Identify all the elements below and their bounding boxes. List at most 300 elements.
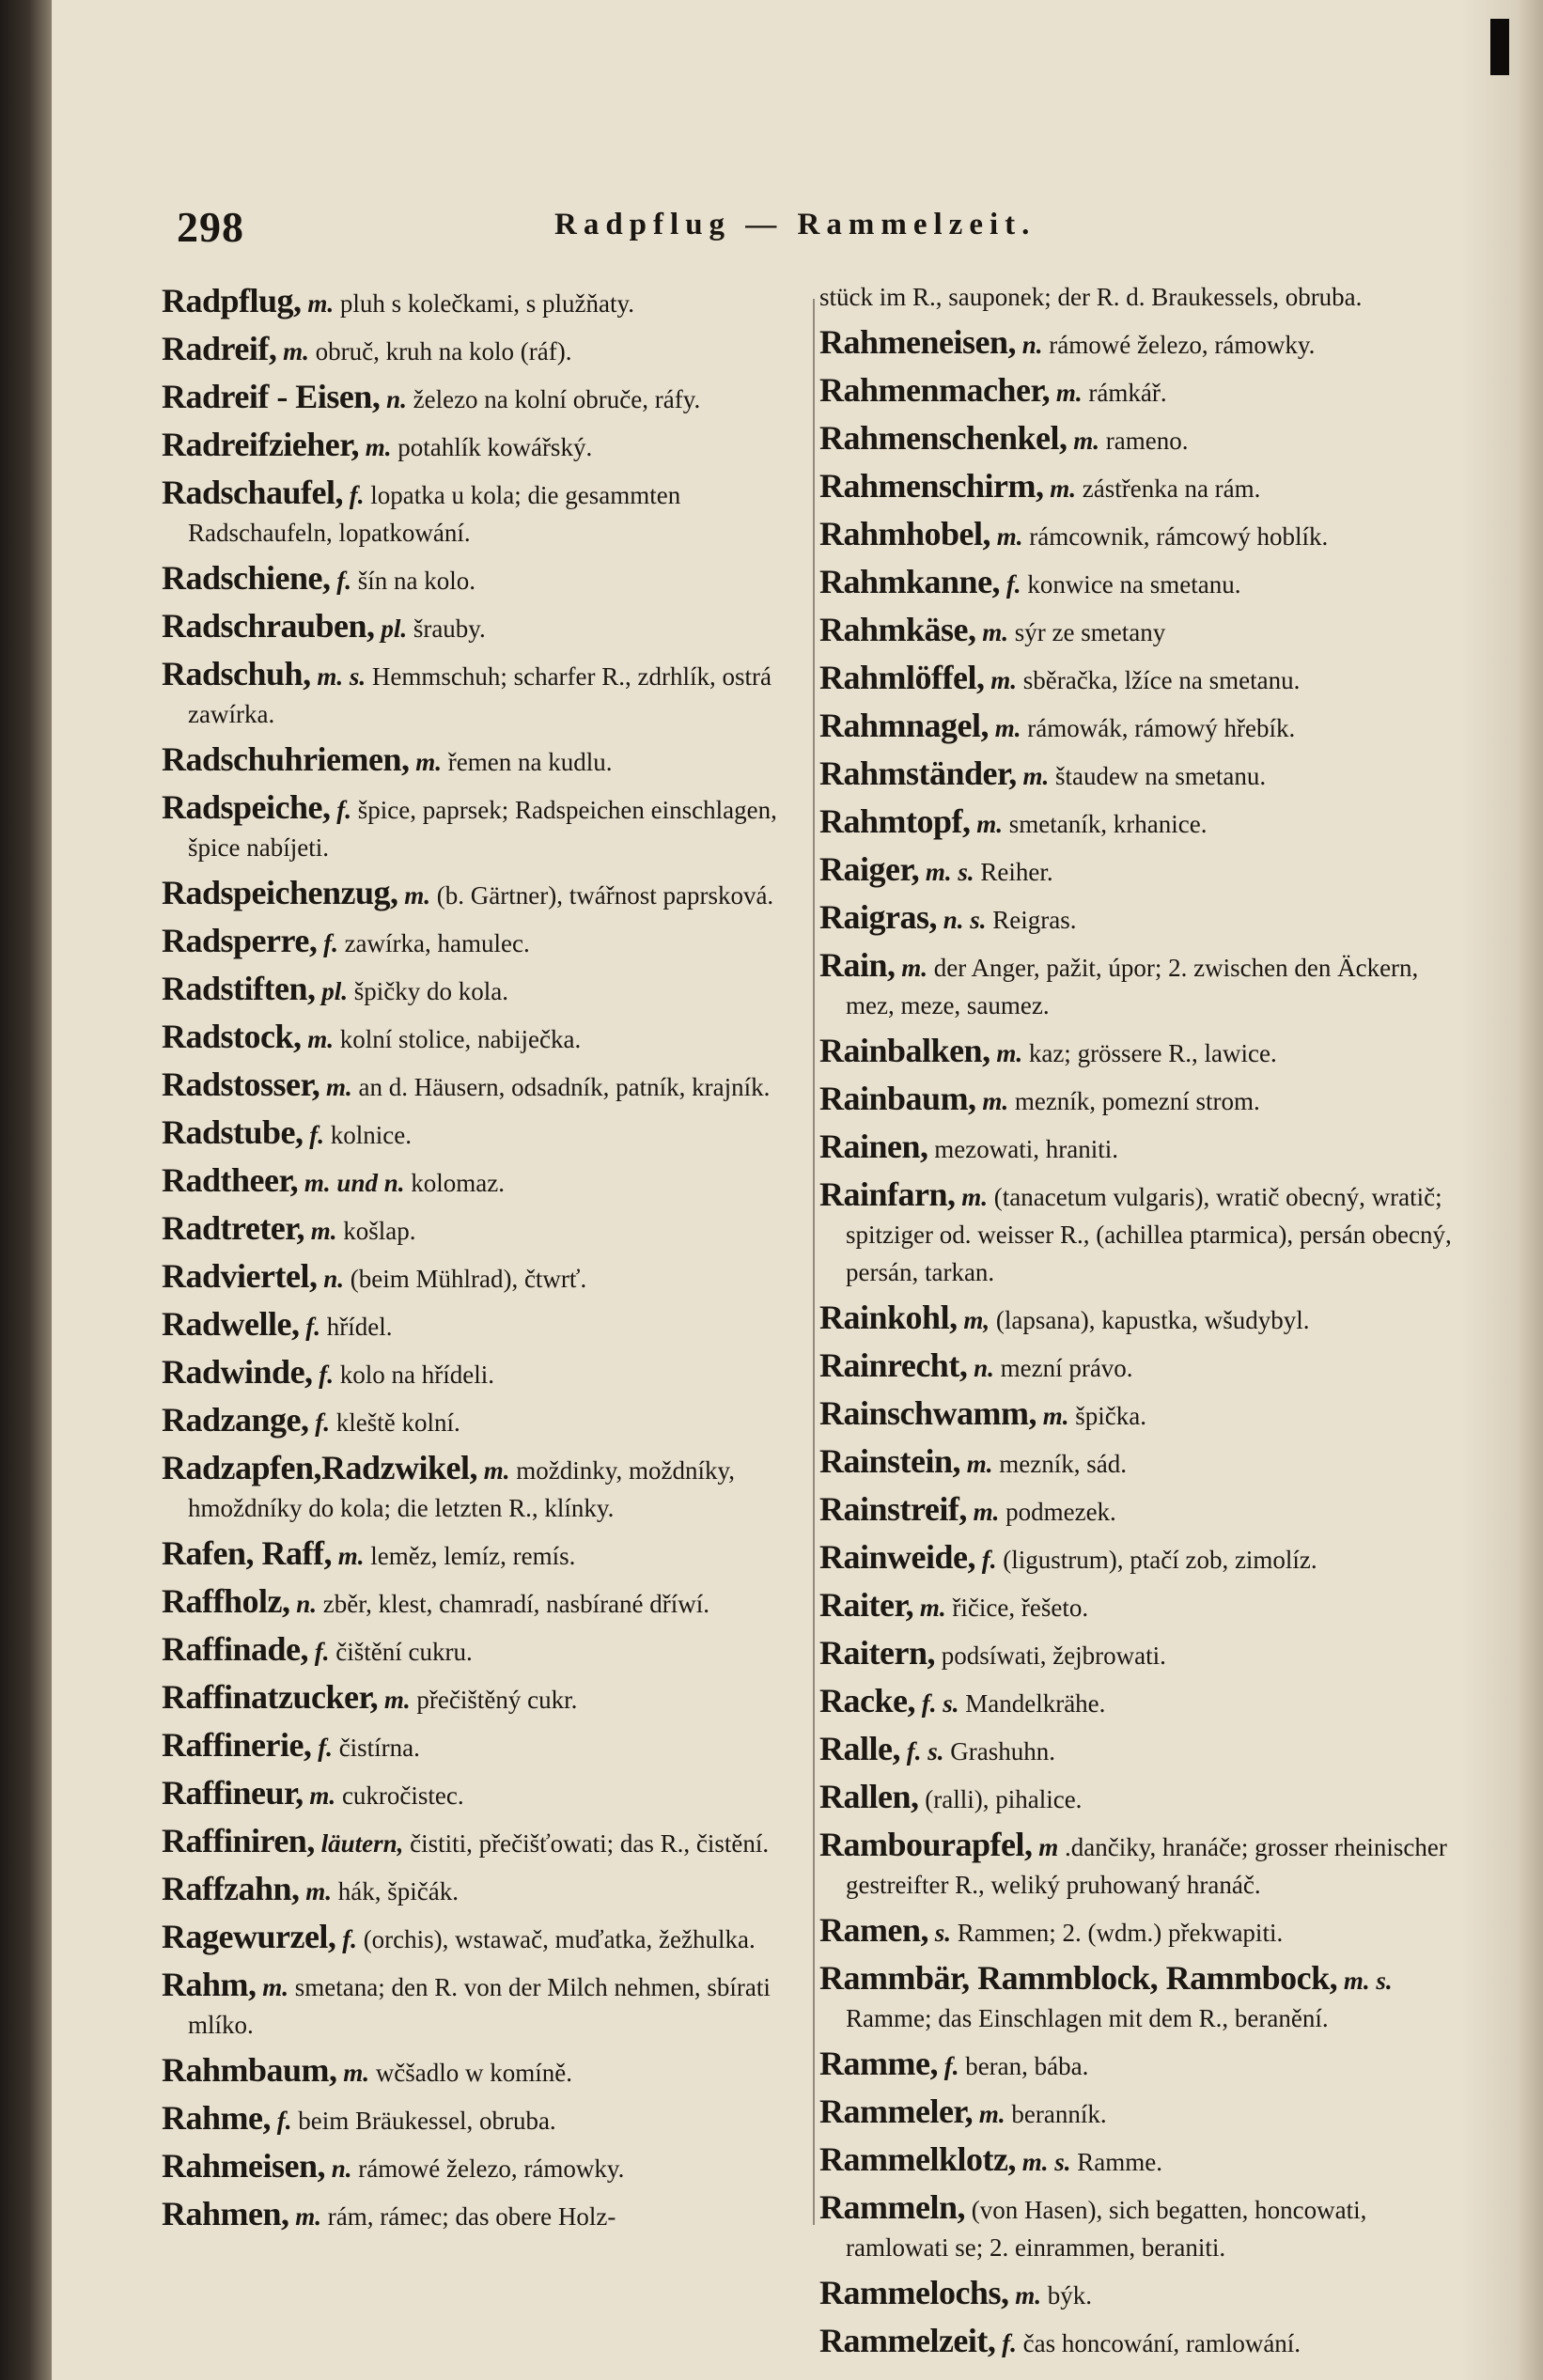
entry-headword: Raiter, bbox=[819, 1586, 914, 1624]
entry-headword: Radstock, bbox=[162, 1018, 302, 1055]
dictionary-entry bbox=[819, 1490, 1468, 1531]
dictionary-entry bbox=[819, 1538, 1468, 1579]
dictionary-entry bbox=[819, 278, 1468, 316]
dictionary-entry bbox=[819, 1175, 1468, 1291]
right-column bbox=[819, 278, 1468, 2370]
entry-definition: špičky do kola. bbox=[353, 977, 508, 1005]
entry-definition: řemen na kudlu. bbox=[447, 748, 613, 776]
dictionary-entry bbox=[819, 2045, 1468, 2085]
entry-definition: kolní stolice, nabiječka. bbox=[339, 1025, 582, 1053]
dictionary-entry bbox=[819, 802, 1468, 843]
entry-grammar: f. bbox=[314, 1638, 330, 1666]
entry-grammar: m. bbox=[966, 1450, 993, 1478]
dictionary-entry bbox=[162, 426, 810, 466]
entry-grammar: n. s. bbox=[943, 906, 987, 934]
entry-headword: Radzange, bbox=[162, 1401, 309, 1439]
dictionary-entry bbox=[162, 1066, 810, 1106]
entry-grammar: m. bbox=[982, 1087, 1009, 1115]
entry-grammar: m. bbox=[996, 1039, 1023, 1067]
entry-grammar: f. bbox=[1005, 570, 1021, 599]
entry-headword: Rahmkanne, bbox=[819, 563, 1001, 600]
entry-definition: sýr ze smetany bbox=[1014, 618, 1166, 646]
entry-headword: Radspeichenzug, bbox=[162, 874, 398, 911]
entry-definition: smetaník, krhanice. bbox=[1008, 810, 1208, 838]
entry-headword: Rammbär, Rammblock, Rammbock, bbox=[819, 1959, 1338, 1997]
entry-grammar: m. bbox=[415, 748, 443, 776]
dictionary-entry bbox=[819, 323, 1468, 364]
dictionary-entry bbox=[162, 1401, 810, 1441]
entry-definition: rámkář. bbox=[1088, 379, 1167, 407]
corner-mark bbox=[1490, 19, 1509, 75]
dictionary-entry bbox=[162, 2051, 810, 2092]
entry-grammar: f. bbox=[309, 1121, 325, 1149]
dictionary-entry bbox=[162, 607, 810, 647]
entry-definition: hák, špičák. bbox=[337, 1877, 459, 1906]
entry-headword: Rahmeneisen, bbox=[819, 323, 1016, 361]
dictionary-entry bbox=[162, 874, 810, 914]
entry-grammar: f. bbox=[323, 929, 338, 957]
entry-definition: rámowé železo, rámowky. bbox=[1049, 331, 1316, 359]
entry-definition: rámcownik, rámcowý hoblík. bbox=[1029, 522, 1329, 551]
running-head: Radpflug — Rammelzeit. bbox=[554, 208, 1036, 241]
dictionary-entry bbox=[819, 1778, 1468, 1818]
entry-headword: Raffinerie, bbox=[162, 1726, 312, 1764]
entry-definition: rámowé železo, rámowky. bbox=[358, 2154, 625, 2183]
entry-headword: Radviertel, bbox=[162, 1257, 318, 1295]
dictionary-entry bbox=[162, 1774, 810, 1814]
entry-grammar: m bbox=[1038, 1833, 1059, 1861]
entry-definition: Hemmschuh; scharfer R., zdrhlík, ostrá zawírka. bbox=[188, 662, 772, 728]
entry-definition: hřídel. bbox=[326, 1313, 393, 1341]
entry-grammar: läutern, bbox=[320, 1829, 404, 1858]
dictionary-entry bbox=[819, 2274, 1468, 2314]
entry-headword: Rambourapfel, bbox=[819, 1826, 1033, 1863]
entry-definition: beranník. bbox=[1011, 2100, 1107, 2128]
entry-headword: Rahmtopf, bbox=[819, 802, 971, 840]
entry-headword: Raffiniren, bbox=[162, 1822, 315, 1859]
entry-definition: Rammen; 2. (wdm.) překwapiti. bbox=[957, 1919, 1284, 1947]
entry-grammar: m. und n. bbox=[304, 1169, 405, 1197]
entry-definition: moždinky, moždníky, hmoždníky do kola; die letzten R., klínky. bbox=[188, 1456, 735, 1522]
entry-grammar: n. bbox=[331, 2154, 352, 2183]
entry-headword: Raffzahn, bbox=[162, 1870, 300, 1907]
entry-headword: Raiger, bbox=[819, 850, 920, 888]
entry-headword: Radschuh, bbox=[162, 655, 311, 692]
entry-definition: železo na kolní obruče, ráfy. bbox=[413, 385, 701, 413]
dictionary-entry bbox=[819, 611, 1468, 651]
entry-headword: Racke, bbox=[819, 1682, 915, 1719]
dictionary-entry bbox=[819, 419, 1468, 459]
dictionary-entry bbox=[819, 2188, 1468, 2266]
entry-headword: Rahmständer, bbox=[819, 754, 1017, 792]
dictionary-entry bbox=[162, 1353, 810, 1393]
entry-grammar: m. bbox=[996, 522, 1023, 551]
entry-headword: Radschuhriemen, bbox=[162, 740, 410, 778]
entry-definition: kleště kolní. bbox=[335, 1408, 460, 1437]
entry-grammar: f. bbox=[342, 1925, 357, 1953]
entry-definition: Reigras. bbox=[992, 906, 1077, 934]
entry-definition: řičice, řešeto. bbox=[952, 1594, 1089, 1622]
entry-definition: (tanacetum vulgaris), wratič obecný, wratič; spitziger od. weisser R., (achillea ptarmica), persán obecný, persán, tarkan. bbox=[846, 1183, 1452, 1286]
dictionary-entry bbox=[819, 2322, 1468, 2362]
entry-definition: obruč, kruh na kolo (ráf). bbox=[315, 337, 572, 366]
entry-definition: košlap. bbox=[343, 1217, 416, 1245]
entry-definition: podsíwati, žejbrowati. bbox=[941, 1641, 1166, 1670]
entry-grammar: m. bbox=[978, 2100, 1005, 2128]
entry-headword: Rainrecht, bbox=[819, 1346, 968, 1384]
entry-grammar: m. bbox=[982, 618, 1009, 646]
entry-headword: Radtreter, bbox=[162, 1209, 304, 1247]
entry-definition: rámowák, rámowý hřebík. bbox=[1027, 714, 1296, 742]
entry-headword: Radschrauben, bbox=[162, 607, 375, 645]
entry-definition: Mandelkrähe. bbox=[965, 1689, 1106, 1718]
entry-grammar: f. bbox=[319, 1361, 335, 1389]
entry-grammar: m. bbox=[901, 954, 928, 982]
dictionary-entry bbox=[819, 1299, 1468, 1339]
entry-grammar: f. bbox=[305, 1313, 320, 1341]
entry-headword: Raffinatzucker, bbox=[162, 1678, 379, 1716]
entry-definition: (beim Mühlrad), čtwrť. bbox=[350, 1265, 587, 1293]
entry-definition: kolnice. bbox=[330, 1121, 413, 1149]
entry-grammar: m. bbox=[310, 1217, 337, 1245]
entry-definition: mezník, sád. bbox=[999, 1450, 1128, 1478]
entry-definition: smetana; den R. von der Milch nehmen, sbírati mlíko. bbox=[188, 1973, 771, 2039]
entry-grammar: m. bbox=[483, 1456, 510, 1485]
entry-headword: Rammeln, bbox=[819, 2188, 965, 2226]
dictionary-entry bbox=[162, 740, 810, 781]
entry-definition: pluh s kolečkami, s plužňaty. bbox=[339, 289, 635, 318]
entry-definition: rameno. bbox=[1105, 427, 1189, 455]
entry-grammar: m. bbox=[976, 810, 1004, 838]
dictionary-entry bbox=[819, 707, 1468, 747]
entry-grammar: s. bbox=[934, 1919, 952, 1947]
dictionary-entry bbox=[819, 1634, 1468, 1674]
page-edge bbox=[1517, 0, 1543, 2380]
entry-definition: přečištěný cukr. bbox=[416, 1686, 578, 1714]
entry-definition: beran, bába. bbox=[965, 2052, 1089, 2080]
dictionary-entry bbox=[162, 2147, 810, 2187]
entry-definition: čistiti, přečišťowati; das R., čistění. bbox=[410, 1829, 770, 1858]
entry-definition: (von Hasen), sich begatten, honcowati, ramlowati se; 2. einrammen, beraniti. bbox=[846, 2196, 1367, 2262]
entry-grammar: m. bbox=[295, 2202, 322, 2231]
entry-definition: (ligustrum), ptačí zob, zimolíz. bbox=[1003, 1546, 1317, 1574]
column-divider bbox=[813, 299, 815, 2225]
entry-grammar: m. s. bbox=[925, 858, 974, 886]
entry-headword: Rafen, Raff, bbox=[162, 1534, 332, 1572]
entry-definition: Ramme. bbox=[1077, 2148, 1162, 2176]
dictionary-entry bbox=[162, 1582, 810, 1623]
entry-headword: Radwelle, bbox=[162, 1305, 300, 1343]
dictionary-entry bbox=[819, 1032, 1468, 1072]
entry-grammar: f. bbox=[349, 481, 365, 509]
dictionary-entry bbox=[162, 559, 810, 599]
entry-definition: mezní právo. bbox=[1000, 1354, 1133, 1382]
dictionary-entry bbox=[162, 1630, 810, 1671]
dictionary-entry bbox=[819, 2092, 1468, 2133]
entry-headword: Rainschwamm, bbox=[819, 1394, 1037, 1432]
entry-grammar: m. bbox=[961, 1183, 989, 1211]
dictionary-entry bbox=[162, 2195, 810, 2235]
entry-definition: mezník, pomezní strom. bbox=[1014, 1087, 1260, 1115]
entry-definition: potahlík kowářský. bbox=[397, 433, 593, 461]
entry-definition: býk. bbox=[1047, 2281, 1092, 2310]
entry-grammar: m. bbox=[1015, 2281, 1041, 2310]
entry-headword: Rainbalken, bbox=[819, 1032, 990, 1069]
dictionary-entry bbox=[162, 1161, 810, 1202]
entry-definition: mezowati, hraniti. bbox=[934, 1135, 1118, 1163]
entry-grammar: m. bbox=[365, 433, 392, 461]
entry-definition: rám, rámec; das obere Holz- bbox=[327, 2202, 616, 2231]
entry-grammar: n. bbox=[386, 385, 407, 413]
entry-definition: podmezek. bbox=[1005, 1498, 1116, 1526]
entry-headword: Radsperre, bbox=[162, 922, 318, 959]
entry-headword: Rammeler, bbox=[819, 2092, 974, 2130]
entry-definition: cukročistec. bbox=[341, 1781, 464, 1810]
entry-headword: Rahmkäse, bbox=[819, 611, 976, 648]
entry-headword: Rahmen, bbox=[162, 2195, 289, 2232]
entry-definition: (lapsana), kapustka, wšudybyl. bbox=[995, 1306, 1310, 1334]
dictionary-entry bbox=[162, 1678, 810, 1719]
page-edge-shadow bbox=[1460, 0, 1517, 2380]
dictionary-entry bbox=[819, 946, 1468, 1024]
entry-grammar: n. bbox=[1021, 331, 1043, 359]
entry-definition: (orchis), wstawač, muďatka, žežhulka. bbox=[363, 1925, 756, 1953]
dictionary-entry bbox=[162, 1449, 810, 1527]
entry-grammar: m. bbox=[307, 1025, 335, 1053]
entry-grammar: m. bbox=[1055, 379, 1083, 407]
dictionary-entry bbox=[162, 1113, 810, 1154]
entry-definition: špice, paprsek; Radspeichen einschlagen, špice nabíjeti. bbox=[188, 796, 777, 862]
entry-definition: špička. bbox=[1075, 1402, 1147, 1430]
entry-definition: an d. Häusern, odsadník, patník, krajník. bbox=[358, 1073, 771, 1101]
entry-headword: Raffinade, bbox=[162, 1630, 308, 1668]
entry-definition: lopatka u kola; die gesammten Radschaufeln, lopatkowání. bbox=[188, 481, 681, 547]
entry-definition: (ralli), pihalice. bbox=[925, 1785, 1083, 1813]
entry-headword: Raffholz, bbox=[162, 1582, 290, 1620]
entry-grammar: m. bbox=[305, 1877, 333, 1906]
dictionary-entry bbox=[819, 515, 1468, 555]
entry-headword: Radschiene, bbox=[162, 559, 331, 597]
entry-grammar: m. bbox=[1073, 427, 1100, 455]
dictionary-entry bbox=[819, 1128, 1468, 1168]
entry-grammar: m. bbox=[307, 289, 335, 318]
entry-headword: Rainstreif, bbox=[819, 1490, 967, 1528]
dictionary-entry bbox=[162, 282, 810, 322]
entry-definition: zástřenka na rám. bbox=[1082, 474, 1261, 503]
entry-headword: Rainen, bbox=[819, 1128, 928, 1165]
entry-definition: kolomaz. bbox=[411, 1169, 505, 1197]
entry-grammar: f. bbox=[315, 1408, 330, 1437]
entry-headword: Rallen, bbox=[819, 1778, 919, 1815]
entry-grammar: f. bbox=[336, 796, 352, 824]
entry-grammar: m, bbox=[963, 1306, 990, 1334]
entry-grammar: f. bbox=[336, 567, 352, 595]
entry-headword: Rahmeisen, bbox=[162, 2147, 325, 2185]
page-header bbox=[160, 193, 1457, 258]
entry-grammar: pl. bbox=[321, 977, 349, 1005]
entry-definition: .dančiky, hranáče; grosser rheinischer gestreifter R., weliký pruhowaný hranáč. bbox=[846, 1833, 1447, 1899]
dictionary-entry bbox=[819, 1586, 1468, 1626]
entry-definition: šín na kolo. bbox=[357, 567, 476, 595]
entry-definition: zawírka, hamulec. bbox=[344, 929, 530, 957]
entry-grammar: f. bbox=[981, 1546, 997, 1574]
entry-headword: Rahmenmacher, bbox=[819, 371, 1051, 409]
entry-grammar: pl. bbox=[381, 614, 408, 643]
entry-grammar: n. bbox=[323, 1265, 344, 1293]
entry-grammar: f. s. bbox=[921, 1689, 959, 1718]
entry-headword: Radtheer, bbox=[162, 1161, 299, 1199]
dictionary-entry bbox=[162, 2099, 810, 2139]
dictionary-entry bbox=[162, 1966, 810, 2044]
dictionary-entry bbox=[162, 1257, 810, 1298]
entry-headword: Radreif - Eisen, bbox=[162, 378, 381, 415]
entry-grammar: n. bbox=[974, 1354, 994, 1382]
entry-definition: čistírna. bbox=[338, 1734, 420, 1762]
entry-definition: sběračka, lžíce na smetanu. bbox=[1022, 666, 1301, 694]
dictionary-entry bbox=[162, 378, 810, 418]
entry-definition: zběr, klest, chamradí, nasbírané dříwí. bbox=[322, 1590, 710, 1618]
entry-headword: Rainkohl, bbox=[819, 1299, 958, 1336]
entry-grammar: m. bbox=[325, 1073, 352, 1101]
entry-headword: Ramme, bbox=[819, 2045, 938, 2082]
book-binding-shadow bbox=[0, 0, 52, 2380]
dictionary-entry bbox=[819, 1682, 1468, 1722]
dictionary-entry bbox=[819, 2140, 1468, 2181]
entry-definition: kaz; grössere R., lawice. bbox=[1028, 1039, 1277, 1067]
entry-definition: Grashuhn. bbox=[950, 1737, 1055, 1766]
entry-headword: Rahmlöffel, bbox=[819, 659, 985, 696]
entry-grammar: m. s. bbox=[317, 662, 366, 691]
entry-definition: leměz, lemíz, remís. bbox=[370, 1542, 576, 1570]
entry-grammar: m. bbox=[1042, 1402, 1069, 1430]
dictionary-entry bbox=[819, 563, 1468, 603]
entry-definition: Reiher. bbox=[980, 858, 1053, 886]
entry-grammar: m. bbox=[990, 666, 1017, 694]
entry-headword: Rahme, bbox=[162, 2099, 271, 2137]
entry-definition: čas honcowání, ramlowání. bbox=[1022, 2329, 1301, 2357]
dictionary-entry bbox=[819, 850, 1468, 891]
dictionary-entry bbox=[162, 1918, 810, 1958]
dictionary-entry bbox=[162, 1726, 810, 1766]
entry-grammar: m. bbox=[1022, 762, 1050, 790]
entry-headword: Raitern, bbox=[819, 1634, 935, 1672]
entry-headword: Ragewurzel, bbox=[162, 1918, 336, 1955]
dictionary-entry bbox=[162, 1870, 810, 1910]
entry-headword: Radstiften, bbox=[162, 970, 316, 1007]
entry-headword: Radschaufel, bbox=[162, 474, 344, 511]
entry-grammar: m. bbox=[994, 714, 1021, 742]
entry-grammar: m. bbox=[383, 1686, 411, 1714]
dictionary-entry bbox=[819, 1911, 1468, 1952]
dictionary-entry bbox=[819, 467, 1468, 507]
entry-headword: Rammelochs, bbox=[819, 2274, 1009, 2311]
entry-headword: Rahmbaum, bbox=[162, 2051, 337, 2089]
entry-definition: štaudew na smetanu. bbox=[1054, 762, 1267, 790]
entry-headword: Radstube, bbox=[162, 1113, 304, 1151]
entry-headword: Radwinde, bbox=[162, 1353, 313, 1391]
entry-definition: šrauby. bbox=[413, 614, 486, 643]
dictionary-entry bbox=[819, 754, 1468, 795]
entry-headword: Raffineur, bbox=[162, 1774, 304, 1812]
entry-headword: Radspeiche, bbox=[162, 788, 331, 826]
dictionary-entry bbox=[819, 371, 1468, 412]
entry-headword: Rainweide, bbox=[819, 1538, 975, 1576]
entry-definition: der Anger, pažit, úpor; 2. zwischen den Äckern, mez, meze, saumez. bbox=[846, 954, 1419, 1019]
entry-headword: Rainfarn, bbox=[819, 1175, 956, 1213]
dictionary-entry bbox=[819, 1394, 1468, 1435]
dictionary-entry bbox=[162, 788, 810, 866]
entry-grammar: m. s. bbox=[1343, 1967, 1393, 1995]
entry-grammar: f. bbox=[276, 2107, 292, 2135]
entry-definition: Ramme; das Einschlagen mit dem R., beranění. bbox=[846, 2004, 1329, 2032]
entry-grammar: m. bbox=[919, 1594, 946, 1622]
entry-definition: (b. Gärtner), twářnost paprsková. bbox=[436, 881, 774, 910]
dictionary-entry bbox=[819, 659, 1468, 699]
entry-grammar: m. bbox=[1050, 474, 1077, 503]
entry-definition: kolo na hřídeli. bbox=[339, 1361, 495, 1389]
dictionary-entry bbox=[162, 922, 810, 962]
entry-definition: konwice na smetanu. bbox=[1027, 570, 1241, 599]
entry-headword: Rahmhobel, bbox=[819, 515, 991, 552]
entry-headword: Ramen, bbox=[819, 1911, 928, 1949]
dictionary-entry bbox=[819, 1959, 1468, 2037]
entry-grammar: m. bbox=[343, 2059, 370, 2087]
entry-headword: Rammelzeit, bbox=[819, 2322, 996, 2359]
dictionary-entry bbox=[162, 1209, 810, 1250]
dictionary-entry bbox=[819, 1080, 1468, 1120]
entry-headword: Radreifzieher, bbox=[162, 426, 359, 463]
entry-headword: Rammelklotz, bbox=[819, 2140, 1016, 2178]
entry-headword: Radzapfen,Radzwikel, bbox=[162, 1449, 478, 1486]
entry-grammar: f. bbox=[1002, 2329, 1017, 2357]
entry-grammar: m. bbox=[404, 881, 431, 910]
entry-grammar: m. s. bbox=[1021, 2148, 1071, 2176]
left-column bbox=[162, 282, 810, 2243]
dictionary-entry bbox=[819, 1346, 1468, 1387]
entry-grammar: f. bbox=[943, 2052, 959, 2080]
dictionary-entry bbox=[819, 898, 1468, 939]
entry-definition: stück im R., sauponek; der R. d. Braukessels, obruba. bbox=[819, 283, 1363, 311]
page-number: 298 bbox=[177, 203, 244, 251]
dictionary-entry bbox=[819, 1826, 1468, 1904]
entry-headword: Rahmenschirm, bbox=[819, 467, 1044, 505]
entry-headword: Rahmnagel, bbox=[819, 707, 990, 744]
entry-grammar: m. bbox=[337, 1542, 365, 1570]
entry-grammar: m. bbox=[309, 1781, 336, 1810]
entry-headword: Radstosser, bbox=[162, 1066, 320, 1103]
dictionary-entry bbox=[162, 1534, 810, 1575]
entry-grammar: m. bbox=[973, 1498, 1000, 1526]
entry-headword: Rainstein, bbox=[819, 1442, 961, 1480]
entry-headword: Rahm, bbox=[162, 1966, 257, 2003]
dictionary-entry bbox=[819, 1442, 1468, 1483]
entry-grammar: m. bbox=[283, 337, 309, 366]
entry-headword: Raigras, bbox=[819, 898, 937, 936]
entry-grammar: f. bbox=[318, 1734, 333, 1762]
entry-definition: wčšadlo w komíně. bbox=[375, 2059, 573, 2087]
entry-grammar: m. bbox=[262, 1973, 289, 2001]
dictionary-entry bbox=[162, 655, 810, 733]
entry-grammar: n. bbox=[296, 1590, 318, 1618]
entry-headword: Radpflug, bbox=[162, 282, 302, 319]
dictionary-entry bbox=[162, 330, 810, 370]
entry-headword: Radreif, bbox=[162, 330, 277, 367]
entry-headword: Ralle, bbox=[819, 1730, 900, 1767]
entry-headword: Rain, bbox=[819, 946, 896, 984]
dictionary-entry bbox=[162, 474, 810, 552]
dictionary-entry bbox=[162, 1018, 810, 1058]
dictionary-entry bbox=[162, 970, 810, 1010]
